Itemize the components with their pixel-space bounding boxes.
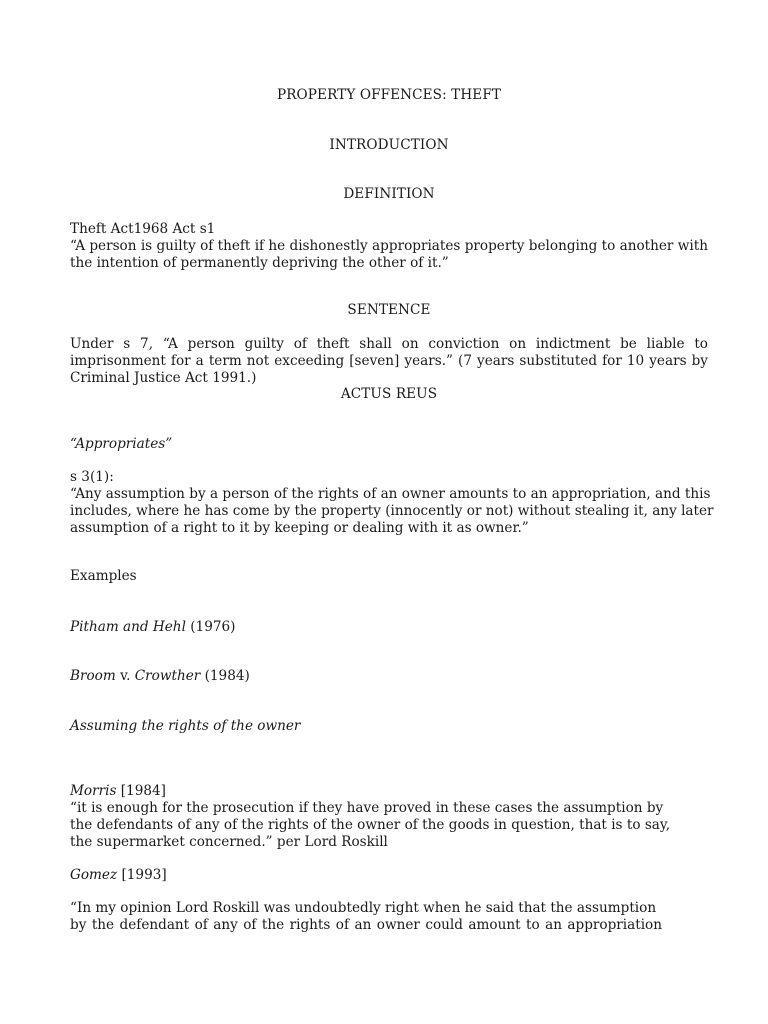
sentence-block <box>70 336 708 387</box>
sentence-line-3: Criminal Justice Act 1991.) <box>70 370 257 386</box>
heading-actus-reus: ACTUS REUS <box>340 386 438 402</box>
case-pitham-year: (1976) <box>185 619 236 635</box>
morris-citation <box>70 783 708 800</box>
case-crowther-name: Crowther <box>134 668 201 684</box>
appropriates-block <box>70 469 714 537</box>
appropriates-quote-line-3: assumption of a right to it by keeping or dealing with it as owner.” <box>70 520 529 536</box>
morris-year: [1984] <box>116 783 166 799</box>
appropriates-section: s 3(1): <box>70 469 114 485</box>
case-broom-v: v. <box>115 668 135 684</box>
heading-introduction: INTRODUCTION <box>329 137 449 153</box>
appropriates-quote-line-2: includes, where he has come by the property (innocently or not) without stealing it, any later <box>70 503 714 519</box>
definition-quote-line-2: the intention of permanently depriving the other of it.” <box>70 255 449 271</box>
morris-line-3: the supermarket concerned.” per Lord Roskill <box>70 834 388 850</box>
case-pitham <box>70 619 235 636</box>
sentence-line-1: Under s 7, “A person guilty of theft shall on conviction on indictment be liable to <box>70 336 708 352</box>
gomez-line-1: “In my opinion Lord Roskill was undoubtedly right when he said that the assumption <box>70 900 657 916</box>
definition-quote-line-1: “A person is guilty of theft if he dishonestly appropriates property belonging to another with <box>70 238 708 254</box>
gomez-citation <box>70 867 167 884</box>
appropriates-quote-line-1: “Any assumption by a person of the rights of an owner amounts to an appropriation, and this <box>70 486 711 502</box>
definition-source: Theft Act1968 Act s1 <box>70 221 216 237</box>
morris-line-1: “it is enough for the prosecution if they have proved in these cases the assumption by <box>70 800 664 816</box>
case-pitham-name: Pitham and Hehl <box>70 619 186 635</box>
definition-block <box>70 221 708 272</box>
appropriates-label: “Appropriates” <box>70 436 173 452</box>
examples-label: Examples <box>70 568 137 584</box>
gomez-line-2: by the defendant of any of the rights of an owner could amount to an appropriation <box>70 917 662 933</box>
heading-definition: DEFINITION <box>343 186 435 202</box>
case-broom-name: Broom <box>70 668 116 684</box>
morris-name: Morris <box>70 783 117 799</box>
gomez-quote <box>70 900 662 934</box>
sentence-line-2: imprisonment for a term not exceeding [seven] years.” (7 years substituted for 10 years by <box>70 353 708 369</box>
morris-line-2: the defendants of any of the rights of the owner of the goods in question, that is to say, <box>70 817 671 833</box>
assuming-rights-label: Assuming the rights of the owner <box>70 718 301 734</box>
case-broom <box>70 668 250 685</box>
case-broom-year: (1984) <box>200 668 250 684</box>
gomez-name: Gomez <box>70 867 118 883</box>
gomez-year: [1993] <box>117 867 167 883</box>
page-title: PROPERTY OFFENCES: THEFT <box>276 87 502 103</box>
morris-block <box>70 783 708 851</box>
heading-sentence: SENTENCE <box>347 302 431 318</box>
